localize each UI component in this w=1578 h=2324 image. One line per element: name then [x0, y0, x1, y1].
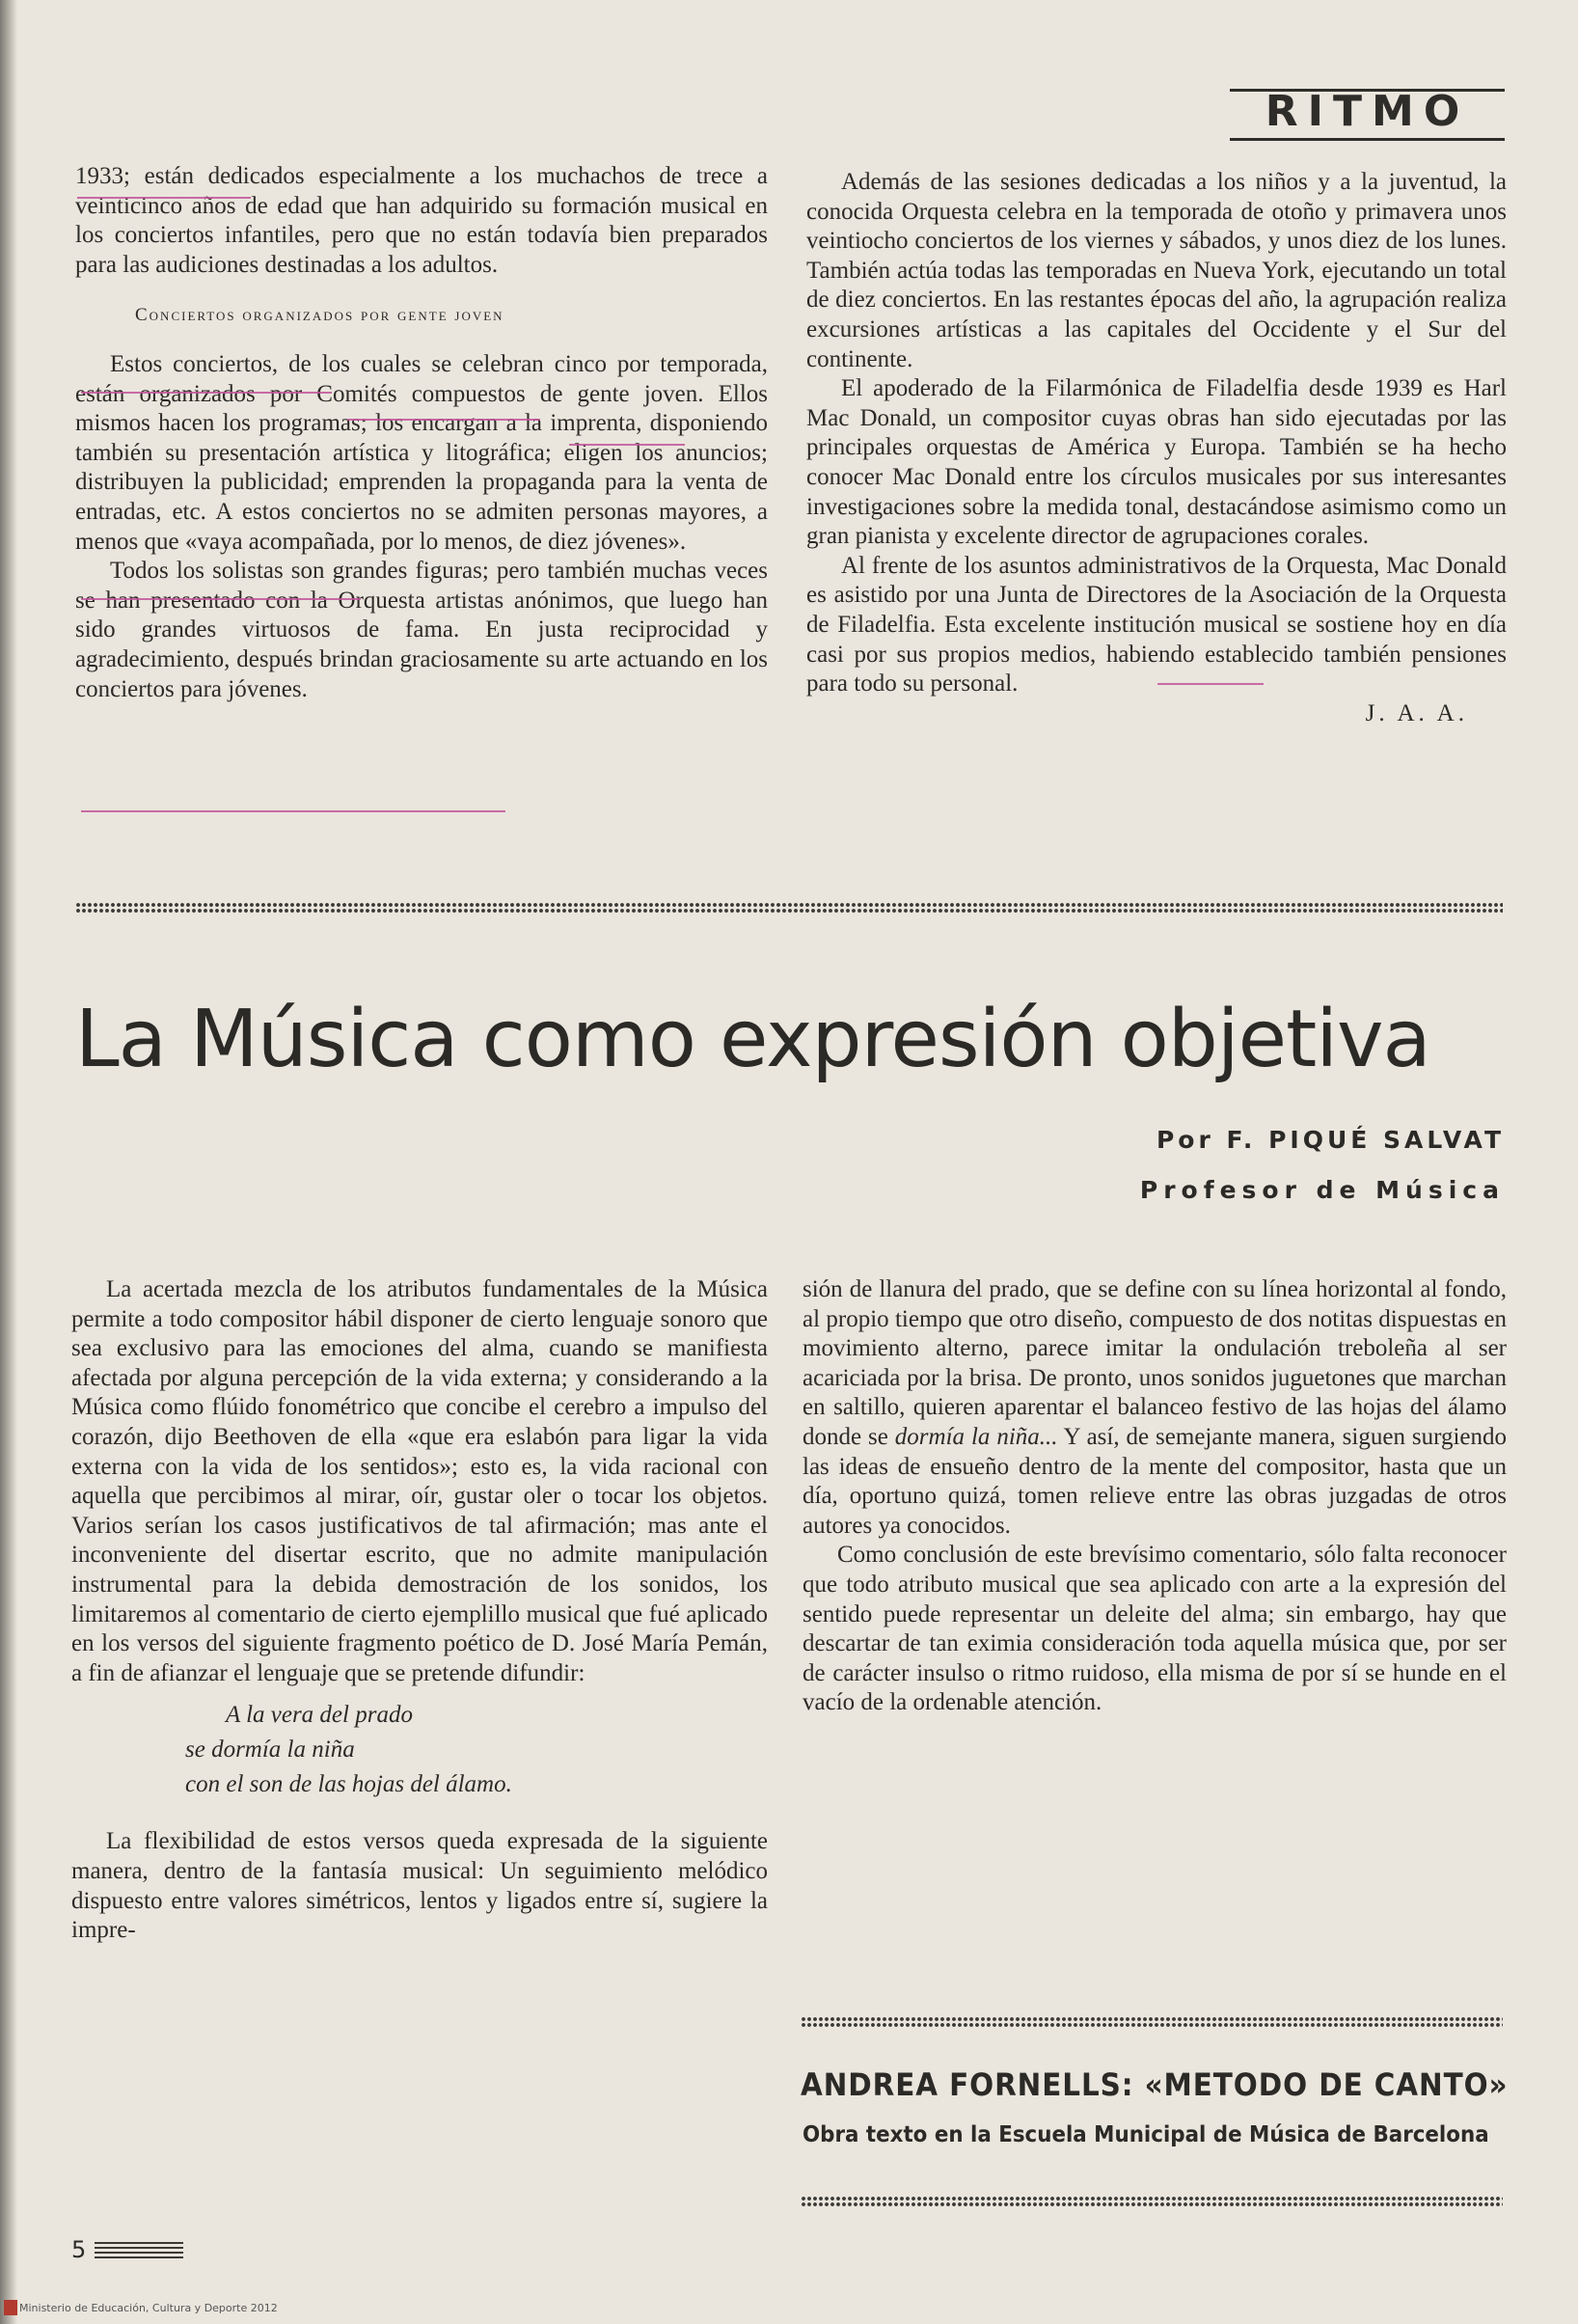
article-byline: Por F. PIQUÉ SALVAT — [1156, 1126, 1505, 1154]
paragraph-text: Y así, de semejante manera, siguen surgiendo las ideas de ensueño dentro de la mente del compositor, hasta que un día, oportuno quizá, tomen relieve entre las obras juzgadas de otros autores ya conocidos. — [803, 1423, 1508, 1539]
pencil-annotation — [81, 392, 332, 394]
article-left-column — [71, 1275, 768, 1946]
advert-subtitle: Obra texto en la Escuela Municipal de Música de Barcelona — [803, 2122, 1489, 2147]
paragraph: Estos conciertos, de los cuales se celebran cinco por temporada, están organizados por Comités compuestos de gente joven. Ellos mismos hacen los programas; los encargan a la imprenta, disponiendo también su presentación artística y litográfica; eligen los anuncios; distribuyen la publicidad; emprenden la propaganda para la venta de entradas, etc. A estos conciertos no se admiten personas mayores, a menos que «vaya acompañada, por lo menos, de diez jóvenes». — [75, 350, 768, 555]
paragraph-text: sión de llanura del prado, que se define con su línea horizontal al fondo, al propio tiempo que otro diseño, compuesto de dos notitas dispuestas en movimiento alterno, parece imitar la ondulación treboleña al ser acariciada por la brisa. De pronto, unos sonidos juguetones que marchan en saltillo, quieren aparentar el balanceo festivo de las hojas del álamo donde se — [803, 1276, 1507, 1450]
pencil-annotation — [77, 197, 251, 199]
top-left-column — [75, 162, 768, 704]
verse-line: se dormía la niña — [185, 1736, 355, 1764]
top-right-column — [806, 168, 1507, 728]
page-number: 5 — [71, 2236, 87, 2263]
paragraph — [803, 1275, 1507, 1541]
verse-line: A la vera del prado — [226, 1702, 413, 1729]
page-number-ornament — [95, 2242, 183, 2261]
author-initials: J. A. A. — [1365, 699, 1468, 726]
author-role: Profesor de Música — [1139, 1176, 1505, 1204]
pencil-annotation — [81, 810, 505, 812]
verse-line: con el son de las hojas del álamo. — [185, 1771, 512, 1798]
article-title: La Música como expresión objetiva — [75, 994, 1430, 1085]
paragraph: Como conclusión de este brevísimo comentario, sólo falta reconocer que todo atributo musical que sea aplicado con arte a la expresión del sentido puede representar un deleite del alma; sin embargo, hay que descartar de tan eximia consideración toda aquella música que, por ser de carácter insulso o ritmo ruidoso, ella misma de por sí se hunde en el vacío de la ordenable atención. — [803, 1542, 1507, 1716]
pencil-annotation — [347, 419, 540, 421]
section-heading: Conciertos organizados por gente joven — [135, 305, 504, 326]
pencil-annotation — [81, 598, 361, 600]
dotted-divider — [801, 2196, 1503, 2207]
paragraph: Además de las sesiones dedicadas a los niños y a la juventud, la conocida Orquesta celebra en la temporada de otoño y primavera unos veintiocho conciertos de los viernes y sábados, y unos diez de los lunes. También actúa todas las temporadas en Nueva York, ejecutando un total de diez conciertos. En las restantes épocas del año, la agrupación realiza excursiones artísticas a las capitales del Occidente y el Sur del continente. — [806, 169, 1507, 372]
dotted-divider — [801, 2016, 1503, 2028]
advert-title: ANDREA FORNELLS: «METODO DE CANTO» — [801, 2066, 1509, 2103]
digitization-credit: Ministerio de Educación, Cultura y Deporte 2012 — [19, 2302, 278, 2314]
paragraph: La acertada mezcla de los atributos fundamentales de la Música permite a todo compositor hábil disponer de cierto lenguaje sonoro que sea exclusivo para las emociones del alma, cuando se manifiesta afectada por alguna percepción de la vida externa; y considerando a la Música como flúido fonométrico que concibe el cerebro a impulso del corazón, dijo Beethoven de ella «que era eslabón para ligar la vida externa con la vida de los sentidos»; esto es, la vida racional con aquella que percibimos al mirar, oír, gustar oler o tocar los objetos. Varios serían los casos justificativos de tal afirmación; mas ante el inconveniente del disertar escrito, que no admite manipulación instrumental para la debida demostración de los sonidos, los limitaremos al comentario de cierto ejemplillo musical que fué aplicado en los versos del siguiente fragmento poético de D. José María Pemán, a fin de afianzar el lenguaje que se pretende difundir: — [71, 1276, 768, 1686]
paragraph: Todos los solistas son grandes figuras; pero también muchas veces se han presentado con la Orquesta artistas anónimos, que luego han sido grandes virtuosos de fama. En justa reciprocidad y agradecimiento, después brindan graciosamente su arte actuando en los conciertos para jóvenes. — [75, 558, 768, 702]
paragraph: 1933; están dedicados especialmente a los muchachos de trece a veinticinco años de edad que han adquirido su formación musical en los conciertos infantiles, pero que no están todavía bien preparados para las audiciones destinadas a los adultos. — [75, 163, 768, 278]
paragraph: La flexibilidad de estos versos queda expresada de la siguiente manera, dentro de la fantasía musical: Un seguimiento melódico dispuesto entre valores simétricos, lentos y ligados entre sí, sugiere la impre- — [71, 1828, 768, 1944]
masthead-brand: RITMO — [1230, 89, 1505, 141]
ministry-logo-icon — [4, 2300, 17, 2315]
paragraph: Al frente de los asuntos administrativos de la Orquesta, Mac Donald es asistido por una Junta de Directores de la Asociación de la Orquesta de Filadelfia. Esta excelente institución musical se sostiene hoy en día casi por sus propios medios, habiendo establecido también pensiones para todo su personal. — [806, 552, 1507, 697]
poem-verse — [71, 1698, 768, 1802]
dotted-divider — [75, 902, 1503, 914]
italic-phrase: dormía la niña... — [894, 1423, 1058, 1450]
page-binding-shadow — [0, 0, 17, 2324]
pencil-annotation — [569, 444, 685, 446]
article-right-column — [803, 1275, 1507, 1718]
paragraph: El apoderado de la Filarmónica de Filadelfia desde 1939 es Harl Mac Donald, un compositor cuyas obras han sido ejecutadas por las principales orquestas de América y Europa. También se ha hecho conocer Mac Donald entre los círculos musicales por sus interesantes investigaciones sobre la medida tonal, destacándose asimismo como un gran pianista y excelente director de agrupaciones corales. — [806, 375, 1507, 550]
pencil-annotation — [1157, 683, 1264, 685]
